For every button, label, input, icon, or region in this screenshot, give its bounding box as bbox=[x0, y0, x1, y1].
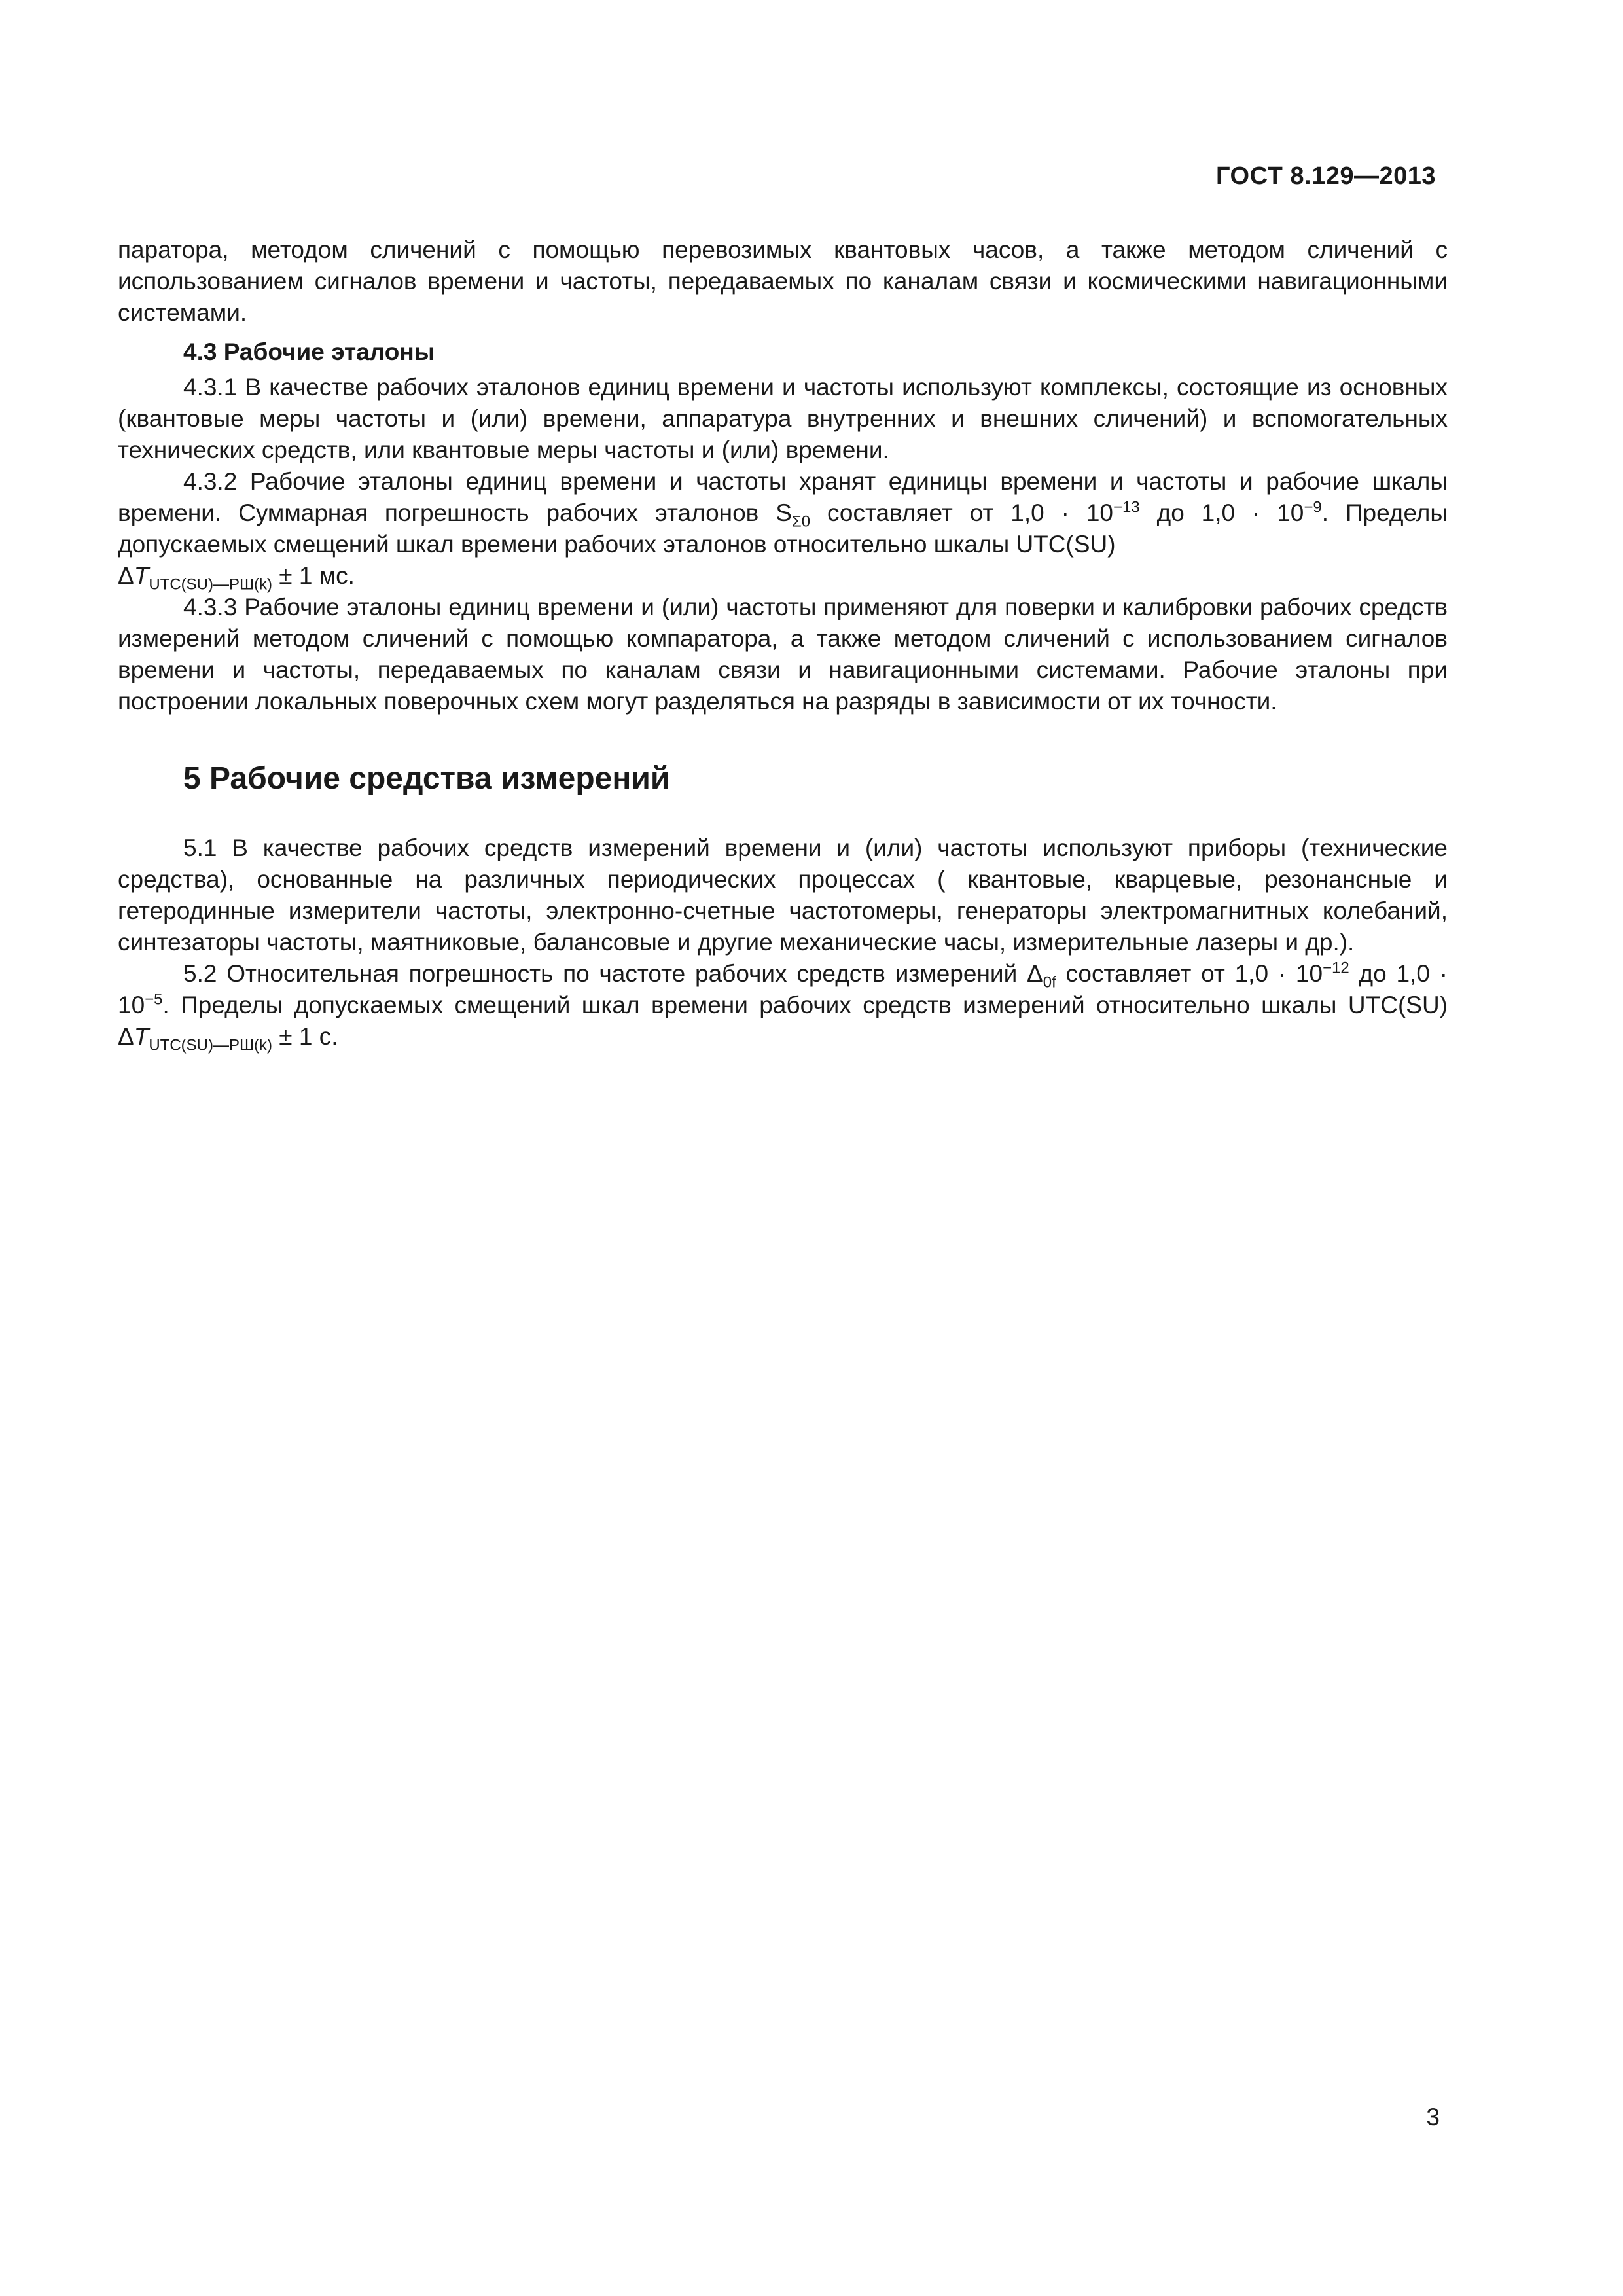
p432-T: T bbox=[134, 562, 149, 589]
p52-delta: Δ bbox=[1027, 960, 1043, 987]
section-5-heading: 5 Рабочие средства измерений bbox=[183, 761, 670, 796]
p432-exp-1: −13 bbox=[1113, 498, 1140, 516]
p52-text-e: ± 1 с. bbox=[272, 1023, 338, 1050]
page-number: 3 bbox=[1426, 2104, 1440, 2130]
paragraph-4-3-2 bbox=[118, 466, 1448, 592]
paragraph-5-1: 5.1 В качестве рабочих средств измерений времени и (или) частоты используют приборы (технические средства), основанные на различных периодических процессах ( квантовые, кварцевые, резонансные и гетеродинные измерители частоты, электронно-счетные частотомеры, генераторы электромагнитных колебаний, синтезаторы частоты, маятниковые, балансовые и другие механические часы, измерительные лазеры и др.). bbox=[118, 834, 1448, 956]
p52-delta-subscript: 0f bbox=[1043, 973, 1056, 992]
p52-delta-2: Δ bbox=[118, 1023, 134, 1050]
p52-text-a: 5.2 Относительная погрешность по частоте рабочих средств измерений bbox=[183, 960, 1027, 987]
p432-exp-2: −9 bbox=[1304, 498, 1322, 516]
p52-exp-1: −12 bbox=[1323, 959, 1349, 977]
document-code: ГОСТ 8.129—2013 bbox=[1216, 162, 1436, 190]
paragraph-4-3-1: 4.3.1 В качестве рабочих эталонов единиц времени и частоты используют комплексы, состоящие из основных (квантовые меры частоты и (или) времени, аппаратура внутренних и внешних сличений) и вспомогательных технических средств, или квантовые меры частоты и (или) времени. bbox=[118, 374, 1448, 463]
paragraph-4-3-3: 4.3.3 Рабочие эталоны единиц времени и (или) частоты применяют для поверки и калибровки рабочих средств измерений методом сличений с помощью компаратора, а также методом сличений с использованием сигналов времени и частоты, передаваемых по каналам связи и навигационными системами. Рабочие эталоны при построении локальных поверочных схем могут разделяться на разряды в зависимости от их точности. bbox=[118, 594, 1448, 715]
p52-text-d: . Пределы допускаемых смещений шкал времени рабочих средств измерений относительно шкалы UTC(SU) bbox=[162, 992, 1448, 1018]
p52-text-c: до 1,0 · 10 bbox=[118, 960, 1448, 1018]
document-body bbox=[118, 234, 1448, 1052]
p432-text-c: до 1,0 · 10 bbox=[1139, 499, 1304, 526]
p52-T: T bbox=[134, 1023, 149, 1050]
p432-T-subscript: UTC(SU)—РШ(k) bbox=[149, 575, 272, 594]
p432-text-e: ± 1 мс. bbox=[272, 562, 355, 589]
p432-sigma-subscript: Σ0 bbox=[791, 512, 811, 531]
p52-exp-2: −5 bbox=[145, 990, 163, 1009]
p52-T-subscript: UTC(SU)—РШ(k) bbox=[149, 1036, 272, 1054]
p432-text-d: . Пределы допускаемых смещений шкал времени рабочих эталонов относительно шкалы UTC(SU) bbox=[118, 499, 1448, 558]
p432-text-a: 4.3.2 Рабочие эталоны единиц времени и частоты хранят единицы времени и частоты и рабочие шкалы времени. Суммарная погрешность рабочих эталонов S bbox=[118, 468, 1448, 526]
section-4-3-heading: 4.3 Рабочие эталоны bbox=[183, 338, 435, 365]
p52-text-b: составляет от 1,0 · 10 bbox=[1056, 960, 1323, 987]
p432-text-b: составляет от 1,0 · 10 bbox=[810, 499, 1114, 526]
intro-paragraph: паратора, методом сличений с помощью перевозимых квантовых часов, а также методом сличений с использованием сигналов времени и частоты, передаваемых по каналам связи и космическими навигационными системами. bbox=[118, 236, 1448, 326]
p432-delta: Δ bbox=[118, 562, 134, 589]
paragraph-5-2 bbox=[118, 958, 1448, 1052]
